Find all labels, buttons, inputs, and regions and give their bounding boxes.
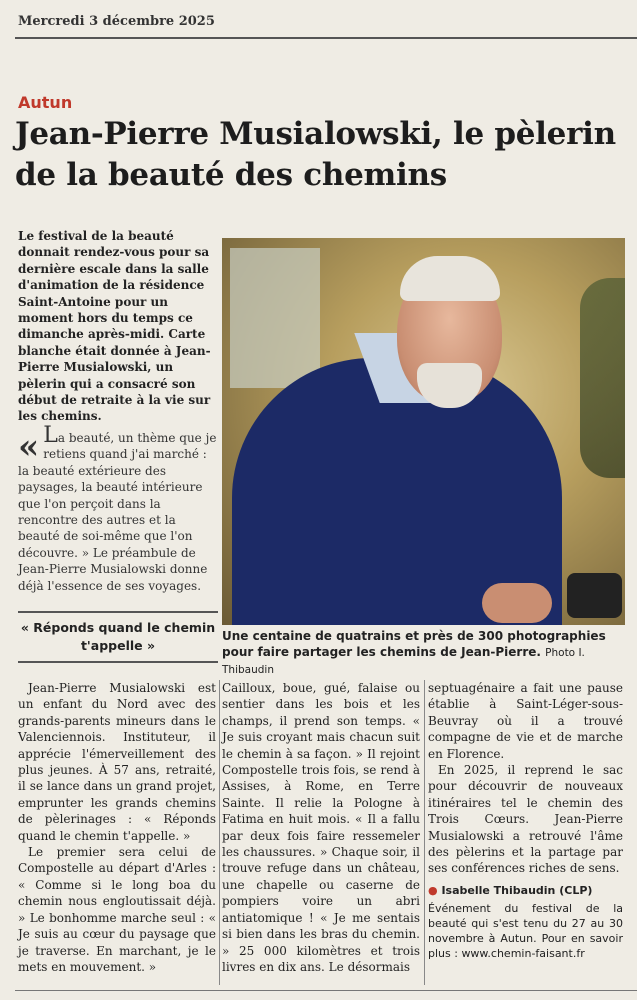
caption-text: Une centaine de quatrains et près de 300 photographies pour faire partager les chemins de Jean-Pierre. <box>222 629 606 659</box>
author-signature: ● Isabelle Thibaudin (CLP) <box>428 883 593 897</box>
paragraph: Le premier sera celui de Compostelle au départ d'Arles : « Comme si le long boa du chemin nous engloutissait déjà. » Le bonhomme marche seul : « Je suis au cœur du paysage que je traverse. En marchant, je le mets en mouvement. » <box>18 845 216 974</box>
section-label: Autun <box>18 93 73 112</box>
column-divider <box>219 680 220 985</box>
photo-caption <box>222 628 627 678</box>
column-2 <box>222 680 420 975</box>
paragraph: Jean-Pierre Musialowski est un enfant du Nord avec des grands-parents mineurs dans le Valenciennois. Instituteur, il apprécie l'émerveillement des plus jeunes. À 57 ans, retraité, il se lance dans un grand projet, emprunter les grands chemins de pèlerinages : « Réponds quand le chemin t'appelle. » <box>18 681 216 843</box>
photo-credit: Photo I. Thibaudin <box>222 647 585 676</box>
paragraph: En 2025, il reprend le sac pour découvrir de nouveaux itinéraires tel le chemin des Trois Cœurs. Jean-Pierre Musialowski a retrouvé l'âme des pèlerins et la partage par ses conférences riches de sens. <box>428 763 623 876</box>
dateline: Mercredi 3 décembre 2025 <box>18 14 215 29</box>
column-3 <box>428 680 623 961</box>
subheading: « Réponds quand le chemin t'appelle » <box>18 611 218 663</box>
paragraph: septuagénaire a fait une pause établie à Saint-Léger-sous-Beuvray où il a trouvé compagne de vie et de marche en Florence. <box>428 681 623 761</box>
event-note: Événement du festival de la beauté qui s'est tenu du 27 au 30 novembre à Autun. Pour en savoir plus : www.chemin-faisant.fr <box>428 902 623 961</box>
quote-text: a beauté, un thème que je retiens quand j'ai marché : la beauté extérieure des paysages, la beauté intérieure que l'on perçoit dans la rencontre des autres et la beauté de soi-même que l'on découvre. » Le préambule de Jean-Pierre Musialowski donne déjà l'essence de ses voyages. <box>18 431 217 593</box>
column-divider <box>424 680 425 985</box>
drop-cap: L <box>43 423 58 448</box>
paragraph: Cailloux, boue, gué, falaise ou sentier dans les bois et les champs, il prend son temps. « Je suis croyant mais chacun suit le chemin à sa façon. » Il rejoint Compostelle trois fois, se rend à Assises, à Rome, en Terre Sainte. Il relie la Pologne à Fatima en huit mois. « Il a fallu par deux fois faire ressemeler les chaussures. » Chaque soir, il trouve refuge dans un château, une chapelle ou caserne de pompiers voire un abri antiatomique ! « Je me sentais si bien dans les bras du chemin. » 25 000 kilomètres et trois livres en dix ans. Le désormais <box>222 681 420 974</box>
bottom-rule <box>15 990 637 991</box>
lede-paragraph: Le festival de la beauté donnait rendez-vous pour sa dernière escale dans la salle d'animation de la résidence Saint-Antoine pour un moment hors du temps ce dimanche après-midi. Carte blanche était donnée à Jean-Pierre Musialowski, un pèlerin qui a consacré son début de retraite à la vie sur les chemins. <box>18 229 211 424</box>
top-rule <box>15 37 637 39</box>
plant-icon <box>580 278 625 478</box>
article-photo <box>222 238 625 625</box>
opening-quote <box>18 423 220 594</box>
headline: Jean-Pierre Musialowski, le pèlerin de la beauté des chemins <box>15 116 616 193</box>
bullet-icon: ● <box>428 883 438 897</box>
column-1 <box>18 680 216 975</box>
bag-icon <box>567 573 622 618</box>
quote-mark-icon: « <box>18 427 40 467</box>
